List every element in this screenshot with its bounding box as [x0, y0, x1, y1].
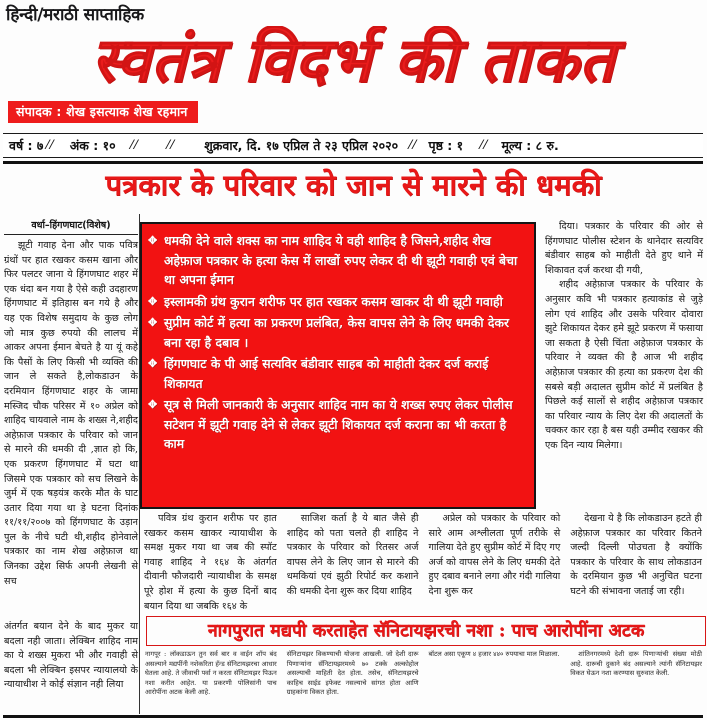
info-price: मूल्य : ८ रु. [501, 138, 559, 153]
secondary-col-4 [565, 650, 707, 720]
masthead-divider [3, 161, 703, 164]
continuation-text: साजिश कर्ता है ये बात जैसे ही शाहिद को पता चलते ही शाहिद ने पत्रकार के परिवार को रितसर अर्ज वापस लेने के लिए जान से मारने की धमकियां एवं झुठी रिपोर्ट कर कशाने की धमकी देना शुरू कर दिया शाहिद [286, 513, 419, 597]
highlight-bullet-box [140, 222, 536, 509]
info-year: वर्ष : ७ [9, 138, 44, 153]
secondary-text: नागपूर : लॉकडाऊन तुन सर्व बार व वाईन शॉप बंद असल्याने मद्यपींनी नशेकरिता हॅन्ड सॅनिटायझरचा आधार घेतला आहे. ते जीवाची पर्वा न करता सॅनिटायझर पिऊन नशा करीत आहेत. या प्रकरणी पोलिसांनी पाच आरोपींना अटक केली आहे. [145, 650, 277, 697]
column-right-para-1: दिया। पत्रकार के परिवार की ओर से हिंगणघाट पोलीस स्टेशन के थानेदार सत्यविर बंडीवार साहब को माहीती देते हुए थाने में शिकावत दर्ज करथा दी गयी, [545, 221, 703, 276]
bullet-text: धमकी देने वाले शक्स का नाम शाहिद ये वही शाहिद है जिसने,शहीद शेख अहेफ़ाज पत्रकार के हत्या केस में लाखों रुपए लेकर दी थी झूटी गवाही एवं बेचा था अपना ईमान [164, 233, 518, 287]
continuation-text: अप्रेल को पत्रकार के परिवार को सारे आम अश्लीलता पूर्ण तरीके से गालिया देते हुए सुप्रीम कोर्ट में दिए गए अर्ज को वापस लेने के लिए धमकी देते हुए दबाव बनाने लगा और गंदी गालिया देना शुरू कर [428, 513, 561, 597]
editor-line: संपादक : शेख इसत्याक शेख रहमान [8, 101, 198, 123]
column-left-bottom [4, 620, 138, 693]
secondary-col-1 [140, 650, 282, 720]
separator-icon: // [129, 137, 138, 153]
dateline: वर्धा–हिंगणघाट(विशेष) [4, 218, 138, 235]
secondary-text: बॉटल असा एकूण ४ हजार ४४० रुपयाचा माल मिळाला. [428, 650, 560, 658]
secondary-headline: नागपुरात मद्यपी करताहेत सॅनिटायझरची नशा : पाच आरोपींना अटक [207, 621, 645, 641]
bullet-marker-icon: ✥ [148, 357, 158, 370]
continuation-columns [140, 512, 707, 612]
masthead [0, 0, 707, 132]
info-page: पृष्ठ : १ [428, 138, 464, 153]
bullet-marker-icon: ✥ [148, 294, 158, 308]
continuation-col-3 [424, 512, 566, 612]
continuation-text: पवित्र ग्रंथ कुरान शरीफ पर हात रखकर कसम खाकर न्यायाधीश के समक्ष मुकर गया था जब की स्पॉट गवाह शाहिद ने १६४ के अंतर्गत दीवानी फौजदारी न्यायाधीश के समक्ष पूरे होश में हत्या के कुछ दिनों बाद बयान दिया था जबकि १६४ के [144, 513, 277, 612]
secondary-col-3 [424, 650, 566, 720]
list-item [148, 354, 526, 393]
issue-info-bar [3, 133, 703, 158]
column-right-top [545, 220, 703, 454]
separator-icon: // [165, 137, 175, 153]
column-divider [139, 214, 140, 714]
separator-icon: // [45, 137, 54, 153]
list-item [148, 292, 526, 312]
list-item [148, 231, 526, 290]
bullet-list [148, 231, 526, 454]
secondary-col-2 [282, 650, 424, 720]
info-issue: अंक : १० [69, 138, 116, 153]
masthead-kicker: हिन्दी/मराठी साप्ताहिक [6, 5, 144, 25]
info-date: शुक्रवार, दि. १७ एप्रिल ते २३ एप्रिल २०२० [204, 138, 399, 153]
bullet-text: इस्लामकी ग्रंथ कुरान शरीफ पर हात रखकर कसम खाकर दी थी झूटी गवाही [164, 293, 503, 309]
article-body [0, 206, 707, 720]
bullet-text: सुप्रीम कोर्ट में हत्या का प्रकरण प्रलंबित, केस वापस लेने के लिए धमकी देकर बना रहा है दबाव । [164, 315, 510, 350]
column-left-bottom-text: अंतर्गत बयान देने के बाद मुकर या बदला नही जाता। लेक्बिन शाहिद नाम का ये शख्स मुकरा भी और गवाही से बदला भी लेक्बिन इसपर न्यायालयो के न्यायाधीश ने कोई संज्ञान नही लिया [4, 621, 138, 691]
secondary-article-columns [140, 650, 707, 720]
page-bottom-rule [3, 715, 703, 718]
column-left [4, 218, 138, 589]
continuation-text: देखना ये है कि लोकडाउन हटते ही अहेफ़ाज पत्रकार का परिवार कितने जल्दी दिल्ली पोउचता है क्योंकि पत्रकार के परिवार के साथ लोकडाउन के दरमियान कुछ भी अनुचित घटना घटने की संभावना जताई जा रही। [570, 513, 702, 597]
newspaper-title: स्वतंत्र विदर्भ की ताकत [91, 26, 616, 96]
bullet-text: सूत्र से मिली जानकारी के अनुसार शाहिद नाम का ये शख्स रुपए लेकर पोलीस सटेशन में झूटी गवाह देने से लेकर झूटी शिकायत दर्ज कराना का भी करता है काम [164, 397, 513, 451]
list-item [148, 313, 526, 352]
list-item [148, 395, 526, 454]
bullet-marker-icon: ✥ [148, 398, 158, 411]
bullet-text: हिंगणघाट के पी आई सत्यविर बंडीवार साहब को माहीती देकर दर्ज कराई शिकायत [164, 356, 489, 391]
main-headline: पत्रकार के परिवार को जान से मारने की धमकी [105, 168, 602, 202]
column-right-para-2: शहीद अहेफ़ाज पत्रकार के परिवार के अनुसार कवि भी पत्रकार हत्याकांड से जुड़े लोग एवं शाहिद और उसके परिवार दोवारा झुटे शिकायत देकर हमे झूटे प्रकरण में फसाया जा सकता है ऐसी चिंता अहेफ़ाज पत्रकार के परिवार ने व्यक्त की है आज भी शहीद अहेफ़ाज पत्रकार की हत्या का प्रकरण देश की सबसे बड़ी अदालत सुप्रीम कोर्ट में प्रलंबित है पिछले कई सालों से शहीद अहेफ़ाज पत्रकार का परिवार न्याय के लिए देश की अदालतों के चक्कर कार रहा है बस यही उम्मीद रखकर की एक दिन न्याय मिलेगा। [545, 279, 703, 451]
separator-icon: // [479, 137, 488, 153]
continuation-col-1 [140, 512, 282, 612]
continuation-col-2 [282, 512, 424, 612]
separator-icon: // [408, 137, 417, 153]
secondary-text: सॅनिटायझर विकण्याची योजना आखली. जो देशी दारू पिणाऱ्यांना सॅनिटायझरमध्ये ७० टक्के अल्कोहोल असल्याची माहिती देत होता. तसेच, सॅनिटायझरचे काहिच साईड इफेक्ट नसल्याचे सांगत होता आणि ग्राहकांना विकत होता. [286, 650, 419, 697]
secondary-text: शांतिनगरमध्ये देशी दारू पिणाऱ्यांची संख्या मोठी आहे. दारूची दुकाने बंद असल्याने त्यांनी सॅनिटायझर विकत घेऊन नशा करण्यास सुरुवात केली. [570, 650, 702, 678]
bullet-marker-icon: ✥ [148, 234, 158, 247]
masthead-title-wrap [0, 26, 707, 98]
continuation-col-4 [565, 512, 707, 612]
bullet-marker-icon: ✥ [148, 316, 158, 329]
column-left-text: झूटी गवाह देना और पाक पवित्र ग्रंथों पर हात रखकर कसम खाना और फिर पलटर जाना ये हिंगणघाट शहर में एक धंदा बन गया है ऐसे कही उदहारण हिंगणघाट में इतिहास बन गये है और यह एक विशेष समुदाय के कुछ लोग जो मात्र कुछ रुपयो की लालच में आकर अपना ईमान बेचते है या यूं कहे कि पैसों के लिए किसी भी व्यक्ति की जान ले सकते है,लोकडाउन के दरमियान हिंगणघाट शहर के जामा मस्जिद चौक परिसर में १० अप्रेल को शाहिद चायवाले नाम के शख्स ने,शहीद अहेफ़ाज पत्रकार के परिवार को जान से मारने की धमकी दी ,ज्ञात हो कि, एक प्रकरण हिंगणघाट में घटा था जिसमे एक पत्रकार को सच लिखने के जुर्म में एक षड़यंत्र करके मौत के घाट उतार दिया गया था ड़े घटना दिनांक ११/११/२००७ को हिंगणघाट के उड़ान पुल के नीचे घटी थी,शहीद होनेवाले पत्रकार का नाम शेख अहेफ़ाज था जिनका उद्देश सिर्फ अपनी लेखनी से सच [4, 240, 138, 587]
